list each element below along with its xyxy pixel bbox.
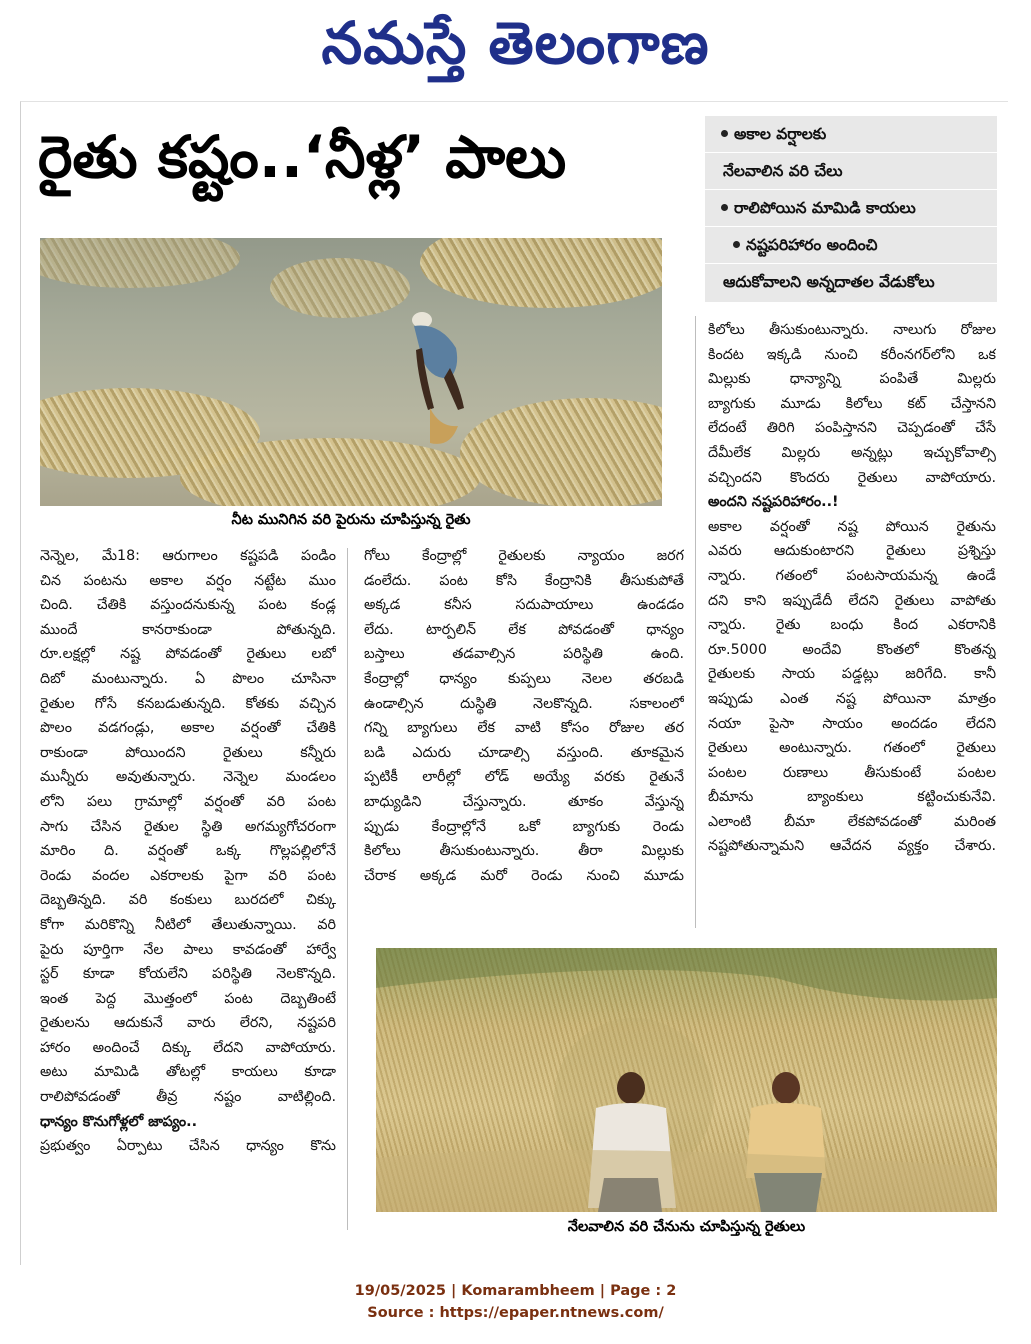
farmer-figure bbox=[400, 308, 470, 458]
body-text-line: స్టర్ కూడా కోయలేని పరిస్థితి నెలకొన్నది. bbox=[40, 966, 336, 983]
newspaper-masthead: నమస్తే తెలంగాణ bbox=[321, 9, 710, 77]
column-divider bbox=[695, 316, 696, 928]
footer-source: Source : https://epaper.ntnews.com/ bbox=[367, 1305, 664, 1321]
body-text-line: కోగా మరికొన్ని నీటిలో తేలుతున్నాయి. వరి bbox=[40, 916, 336, 933]
body-text-line: ముందే కానరాకుండా పోతున్నది. bbox=[40, 621, 336, 638]
body-text-line: కేంద్రాల్లో ధాన్యం కుప్పలు నెలల తరబడి bbox=[364, 670, 684, 687]
body-text-line: బ్యాగుకు మూడు కిలోలు కట్ చేస్తానని bbox=[708, 395, 996, 412]
body-text-line: వచ్చిందని కొందరు రైతులు వాపోయారు. bbox=[708, 469, 996, 486]
body-text-line: దని కాని ఇప్పుడేదీ లేదని రైతులు వాపోతు bbox=[708, 592, 996, 609]
body-text-line: ఇప్పుడు ఎంత నష్ట పోయినా మాత్రం bbox=[708, 690, 996, 707]
body-text-line: డంలేదు. పంట కోసి కేంద్రానికి తీసుకుపోతే bbox=[364, 572, 684, 589]
body-text-line: రూ.5000 అందేవి కొంతలో కొంతన్న bbox=[708, 641, 996, 658]
body-text-line: దిబో మంటున్నారు. ఏ పొలం చూసినా bbox=[40, 670, 336, 687]
article-column-1 bbox=[40, 544, 336, 1159]
highlight-item: నేలవాలిన వరి చేలు bbox=[705, 153, 997, 190]
body-text-line: నష్టపోతున్నామని ఆవేదన వ్యక్తం చేశారు. bbox=[708, 838, 996, 855]
body-text-line: అటు మామిడి తోటల్లో కాయలు కూడా bbox=[40, 1064, 336, 1081]
body-text-line: చింది. చేతికి వస్తుందనుకున్న పంట కండ్ల bbox=[40, 597, 336, 614]
highlight-item: రాలిపోయిన మామిడి కాయలు bbox=[705, 190, 997, 227]
body-text-line: రెండు వందల ఎకరాలకు పైగా వరి పంట bbox=[40, 867, 336, 884]
body-text-line: పొలం వడగండ్లు, అకాల వర్షంతో చేతికి bbox=[40, 720, 336, 737]
article-column-2 bbox=[364, 544, 684, 888]
body-text-line: లోని పలు గ్రామాల్లో వర్షంతో వరి పంట bbox=[40, 793, 336, 810]
body-text-line: రైతులు అంటున్నారు. గతంలో రైతులు bbox=[708, 740, 996, 757]
body-text-line: రైతులను ఆదుకునే వారు లేరని, నష్టపరి bbox=[40, 1015, 336, 1032]
highlights-box bbox=[705, 116, 997, 302]
body-text-line: ఉండాల్సిన దుస్థితి నెలకొన్నది. సకాలంలో bbox=[364, 695, 684, 712]
section-subhead: అందని నష్టపరిహారం..! bbox=[708, 494, 839, 511]
body-text-line: కిలోలు తీసుకుంటున్నారు. తీరా మిల్లుకు bbox=[364, 843, 684, 860]
body-text-line: ప్పుడు కేంద్రాల్లోనే ఒకో బ్యాగుకు రెండు bbox=[364, 818, 684, 835]
highlight-item: నష్టపరిహారం అందించి bbox=[705, 227, 997, 264]
body-text-line: ఇంత పెద్ద మొత్తంలో పంట దెబ్బతింటే bbox=[40, 990, 336, 1007]
body-text-line: నయా పైసా సాయం అందడం లేదని bbox=[708, 715, 996, 732]
body-text-line: ఎలాంటి బీమా లేకపోవడంతో మరింత bbox=[708, 813, 996, 830]
body-text-line: రాకుండా పోయిందని రైతులు కన్నీరు bbox=[40, 744, 336, 761]
body-text-line: దేమీలేక మిల్లరు అన్నట్లు ఇచ్చుకోవాల్సి bbox=[708, 444, 996, 461]
body-text-line: ఎవరు ఆదుకుంటారని రైతులు ప్రశ్నిస్తు bbox=[708, 543, 996, 560]
body-text-line: బడి ఎదురు చూడాల్సి వస్తుంది. తూకమైన bbox=[364, 744, 684, 761]
flooded-paddy-photo bbox=[40, 238, 662, 506]
body-text-line: రూ.లక్షల్లో నష్ట పోవడంతో రైతులు లబో bbox=[40, 646, 336, 663]
column-divider bbox=[347, 548, 348, 1230]
body-text-line: మిల్లుకు ధాన్యాన్ని పంపితే మిల్లరు bbox=[708, 371, 996, 388]
body-text-line: దెబ్బతిన్నది. వరి కంకులు బురదలో చిక్కు bbox=[40, 892, 336, 909]
bullet-icon bbox=[733, 241, 740, 248]
farmers-figures bbox=[376, 948, 997, 1212]
body-text-line: న్నారు. గతంలో పంటసాయమన్న ఉండే bbox=[708, 567, 996, 584]
body-text-line: అకాల వర్షంతో నష్ట పోయిన రైతును bbox=[708, 518, 996, 535]
body-text-line: బీమాను బ్యాంకులు కట్టించుకునేవి. bbox=[708, 789, 996, 806]
footer-dateline: 19/05/2025 | Komarambheem | Page : 2 bbox=[354, 1283, 677, 1299]
body-text-line: కిలోలు తీసుకుంటున్నారు. నాలుగు రోజుల bbox=[708, 322, 996, 338]
body-text-line: ప్రభుత్వం ఏర్పాటు చేసిన ధాన్యం కొను bbox=[40, 1138, 336, 1155]
body-text-line: గన్ని బ్యాగులు లేక వాటి కోసం రోజుల తర bbox=[364, 720, 684, 737]
body-text-line: పైరు పూర్తిగా నేల పాలు కావడంతో హార్వే bbox=[40, 941, 336, 958]
body-text-line: న్నారు. రైతు బంధు కింద ఎకరానికి bbox=[708, 617, 996, 634]
section-subhead: ధాన్యం కొనుగోళ్లలో జాప్యం.. bbox=[40, 1113, 198, 1130]
farmers-in-field-photo bbox=[376, 948, 997, 1212]
body-text-line: లేదు. టార్పలిన్ లేక పోవడంతో ధాన్యం bbox=[364, 621, 684, 638]
body-text-line: బాధ్యుడిని చేస్తున్నారు. తూకం వేస్తున్న bbox=[364, 793, 684, 810]
body-text-line: మారిం ది. వర్షంతో ఒక్క గొల్లపల్లిలోనే bbox=[40, 843, 336, 860]
bullet-icon bbox=[721, 204, 728, 211]
body-text-line: నెన్నెల, మే18: ఆరుగాలం కష్టపడి పండిం bbox=[40, 548, 336, 564]
body-text-line: లేదంటే తిరిగి పంపిస్తానని చెప్పడంతో చేసే bbox=[708, 420, 996, 437]
body-text-line: చిన పంటను అకాల వర్షం నట్టేట ముం bbox=[40, 572, 336, 589]
article-column-3 bbox=[708, 318, 996, 859]
body-text-line: రాలిపోవడంతో తీవ్ర నష్టం వాటిల్లింది. bbox=[40, 1089, 336, 1106]
body-text-line: సాగు చేసిన రైతుల స్థితి అగమ్యగోచరంగా bbox=[40, 818, 336, 835]
body-text-line: అక్కడ కనీస సదుపాయాలు ఉండడం bbox=[364, 597, 684, 614]
body-text-line: కిందట ఇక్కడి నుంచి కరీంనగర్‌లోని ఒక bbox=[708, 346, 996, 363]
bullet-icon bbox=[721, 130, 728, 137]
highlight-item: అకాల వర్షాలకు bbox=[705, 116, 997, 153]
body-text-line: ప్పటికీ లారీల్లో లోడ్ అయ్యే వరకు రైతునే bbox=[364, 769, 684, 786]
body-text-line: రైతుల గోసే కనబడుతున్నది. కోతకు వచ్చిన bbox=[40, 695, 336, 712]
body-text-line: గోలు కేంద్రాల్లో రైతులకు న్యాయం జరగ bbox=[364, 548, 684, 564]
body-text-line: రైతులకు సాయ పడ్డట్లు జరిగేది. కానీ bbox=[708, 666, 996, 683]
body-text-line: చేరాక అక్కడ మరో రెండు నుంచి మూడు bbox=[364, 867, 684, 884]
highlight-item: ఆదుకోవాలని అన్నదాతల వేడుకోలు bbox=[723, 273, 935, 291]
photo1-caption: నీట మునిగిన వరి పైరును చూపిస్తున్న రైతు bbox=[231, 512, 471, 528]
photo2-caption: నేలవాలిన వరి చేనును చూపిస్తున్న రైతులు bbox=[567, 1219, 806, 1235]
article-headline: రైతు కష్టం..‘నీళ్ల’ పాలు bbox=[38, 123, 567, 191]
body-text-line: పంటల రుణాలు తీసుకుంటే పంటల bbox=[708, 764, 996, 781]
body-text-line: మున్నీరు అవుతున్నారు. నెన్నెల మండలం bbox=[40, 769, 336, 786]
body-text-line: హారం అందించే దిక్కు లేదని వాపోయారు. bbox=[40, 1039, 336, 1056]
body-text-line: బస్తాలు తడవాల్సిన పరిస్థితి ఉంది. bbox=[364, 646, 684, 663]
